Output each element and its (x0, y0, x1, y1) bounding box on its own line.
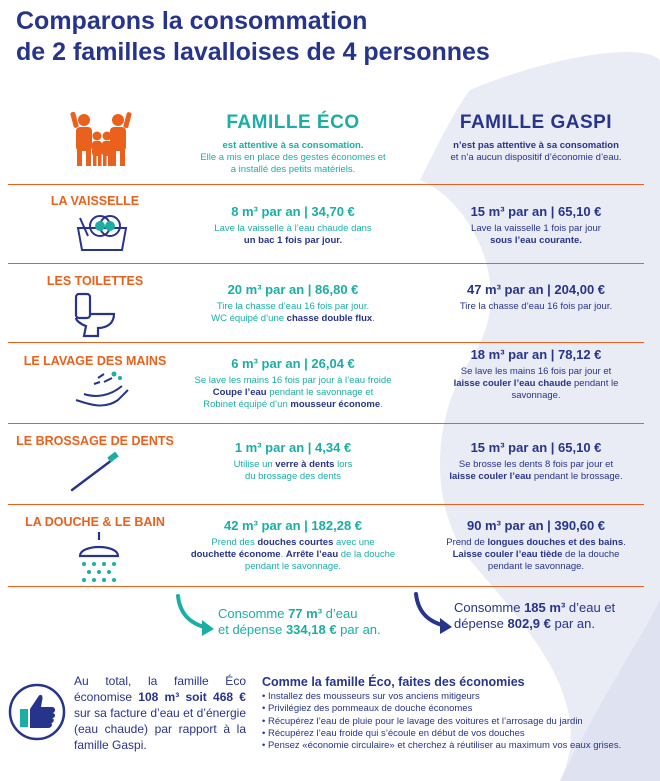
divider (8, 586, 644, 587)
famille-gaspi-title: FAMILLE GASPI (459, 112, 613, 133)
thumbs-up-icon (8, 683, 66, 741)
tips-title: Comme la famille Éco, faites des économies (262, 675, 525, 689)
lavage-mains-eco: 6 m³ par an | 26,04 € Se lave les mains 16 fois par jour à l’eau froide Coupe l’eau pendant le savonnage et Robinet équipé d’un mousseur économe. (194, 356, 392, 410)
famille-eco-header (178, 112, 408, 176)
row-label-vaisselle: LA VAISSELLE (50, 194, 140, 208)
vaisselle-eco: 8 m³ par an | 34,70 € Lave la vaisselle à l’eau chaude dans un bac 1 fois par jour. (214, 204, 372, 246)
vaisselle-gaspi: 15 m³ par an | 65,10 € Lave la vaisselle 1 fois par jour sous l’eau courante. (470, 204, 602, 246)
arrow-icon (410, 590, 456, 636)
famille-eco-title: FAMILLE ÉCO (226, 112, 360, 133)
toilet-icon (72, 292, 118, 338)
divider (8, 504, 644, 505)
list-item: • Privilégiez des pommeaux de douche économes (262, 703, 654, 715)
summary-text: Au total, la famille Éco économise 108 m³ soit 468 € sur sa facture d’eau et d’énergie (eau chaude) par rapport à la famille Gaspi. (74, 674, 246, 752)
dishes-icon (74, 214, 130, 254)
tips-list (262, 691, 654, 752)
total-eco: Consomme 77 m³ d’eau et dépense 334,18 € par an. (218, 606, 381, 637)
lavage-mains-gaspi: 18 m³ par an | 78,12 € Se lave les mains 16 fois par jour et laisse couler l’eau chaude pendant le savonnage. (453, 347, 619, 401)
divider (8, 342, 644, 343)
shower-icon (74, 530, 124, 584)
famille-gaspi-description: n’est pas attentive à sa consomation et n’a aucun dispositif d’économie d’eau. (450, 140, 622, 163)
divider (8, 423, 644, 424)
list-item: • Récupérez l’eau de pluie pour le lavage des voitures et l’arrosage du jardin (262, 716, 654, 728)
brossage-dents-gaspi: 15 m³ par an | 65,10 € Se brosse les dents 8 fois par jour et laisse couler l’eau pendant le brossage. (449, 440, 623, 482)
row-label-douche-bain: LA DOUCHE & LE BAIN (25, 515, 165, 529)
list-item: • Pensez «économie circulaire» et cherchez à réutiliser au maximum vos eaux grises. (262, 740, 654, 752)
tips-section (262, 675, 654, 752)
toothbrush-icon (66, 452, 122, 494)
row-label-toilettes: LES TOILETTES (46, 274, 144, 288)
toilettes-eco: 20 m³ par an | 86,80 € Tire la chasse d’eau 16 fois par jour. WC équipé d’une chasse double flux. (211, 282, 375, 324)
divider (8, 184, 644, 185)
page-title: Comparons la consommation de 2 familles lavalloises de 4 personnes (16, 7, 490, 66)
douche-bain-eco: 42 m³ par an | 182,28 € Prend des douches courtes avec une douchette économe. Arrête l’eau de la douche pendant le savonnage. (190, 518, 396, 572)
arrow-icon (172, 592, 218, 638)
list-item: • Récupérez l’eau froide qui s’écoule en début de vos douches (262, 728, 654, 740)
row-label-lavage-mains: LE LAVAGE DES MAINS (23, 354, 167, 368)
total-gaspi: Consomme 185 m³ d’eau et dépense 802,9 € par an. (454, 600, 616, 631)
row-label-brossage-dents: LE BROSSAGE DE DENTS (16, 434, 174, 448)
divider (8, 263, 644, 264)
handwash-icon (74, 370, 132, 414)
famille-eco-description: est attentive à sa consomation. Elle a mis en place des gestes économes et a installé des petits matériels. (200, 140, 386, 175)
douche-bain-gaspi: 90 m³ par an | 390,60 € Prend de longues douches et des bains. Laisse couler l’eau tiède de la douche pendant le savonnage. (446, 518, 626, 572)
brossage-dents-eco: 1 m³ par an | 4,34 € Utilise un verre à dents lors du brossage des dents (233, 440, 353, 482)
family-icon (70, 110, 132, 168)
toilettes-gaspi: 47 m³ par an | 204,00 € Tire la chasse d’eau 16 fois par jour. (459, 282, 613, 312)
famille-gaspi-header (420, 112, 652, 164)
list-item: • Installez des mousseurs sur vos anciens mitigeurs (262, 691, 654, 703)
